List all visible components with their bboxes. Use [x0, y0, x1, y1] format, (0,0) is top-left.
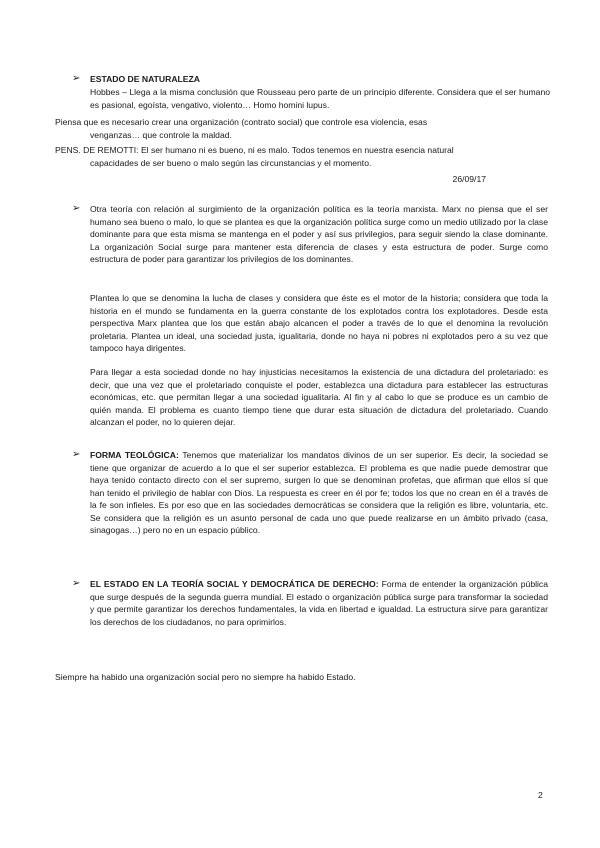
bullet-arrow-icon: ➢ — [72, 578, 81, 589]
note-remotti-line1: PENS. DE REMOTTI: El ser humano ni es bueno, ni es malo. Todos tenemos en nuestra esencia natural — [55, 145, 454, 155]
section-text-forma-teologica: Tenemos que materializar los mandatos divinos de un ser superior. Es decir, la sociedad se tiene que organizar de acuerdo a lo que el ser superior establezca. El problema es que nadie puede demostrar que haya tenido contacto directo con el ser supremo, surgen lo que se denominan profetas, que afirman que ellos sí que han tenido el privilegio de hablar con Dios. La respuesta es creer en él por fe; todos los que no crean en él a través de la fe son infieles. Es por eso que en las sociedades democráticas se considera que la religión es libre, voluntaria, etc. Se considera que la religión es un asunto personal de cada uno que puede realizarse en un ámbito privado (casa, sinagogas…) pero no en un espacio público. — [90, 450, 548, 535]
note-contrato-social-line2: venganzas… que controle la maldad. — [90, 130, 232, 140]
note-contrato-social-line1: Piensa que es necesario crear una organización (contrato social) que controle esa violencia, esas — [55, 117, 428, 127]
bullet-arrow-icon: ➢ — [72, 203, 81, 214]
section-text-marxista-p1: Otra teoría con relación al surgimiento de la organización política es la teoría marxista. Marx no piensa que el ser humano sea bueno o malo, lo que se plantea es que la organización política surge como un medio utilizado por la clase dominante para que esta misma se mantenga en el poder y así sus privilegios, para seguir siendo la clase dominante. La organización Social surge para mantener esta diferencia de clases y esta estructura de poder. Surge como estructura de poder para garantizar los privilegios de los dominantes. — [90, 204, 548, 264]
page-number: 2 — [538, 790, 543, 800]
section-text-estado-social: Forma de entender la organización pública que surge después de la segunda guerra mundial. El estado o organización pública surge para transformar la sociedad y que permite garantizar los derechos fundamentales, la vida en libertad e igualdad. La estructura sirve para garantizar los derechos de los ciudadanos, no para oprimirlos. — [90, 579, 548, 627]
bullet-arrow-icon: ➢ — [72, 449, 81, 460]
section-heading-estado-naturaleza: ESTADO DE NATURALEZA — [90, 74, 200, 84]
note-remotti-line2: capacidades de ser bueno o malo según las circunstancias y el momento. — [90, 158, 372, 168]
section-text-marxista-p3: Para llegar a esta sociedad donde no hay injusticias necesitamos la existencia de una dictadura del proletariado: es decir, que una vez que el proletariado conquiste el poder, establezca una dictadura para establecer las estructuras económicas, etc. que permitan llegar a una sociedad igualitaria. Al fin y al cabo lo que se produce es un cambio de quién manda. El problema es cuanto tiempo tiene que durar esta situación de dictadura del proletariado. Cuando alcanzan el poder, no lo quieren dejar. — [90, 367, 548, 427]
section-heading-forma-teologica: FORMA TEOLÓGICA: — [90, 450, 179, 460]
section-text-marxista-p2: Plantea lo que se denomina la lucha de clases y considera que éste es el motor de la historia; considera que toda la historia en el mundo se fundamenta en la guerra constante de los explotados contra los explotadores. Desde esta perspectiva Marx plantea que los que están abajo alcancen el poder a través de lo que el denomina la revolución proletaria. Plantea un ideal, una sociedad justa, igualitaria, donde no haya ni pobres ni explotados pero a su vez que tampoco haya dirigentes. — [90, 293, 548, 353]
section-estado-social — [90, 578, 548, 628]
section-text-estado-naturaleza: Hobbes – Llega a la misma conclusión que Rousseau pero parte de un principio diferente. Considera que el ser humano es pasional, egoísta, vengativo, violento… Homo homini lupus. — [90, 87, 550, 110]
section-forma-teologica — [90, 449, 548, 537]
bullet-arrow-icon: ➢ — [72, 73, 81, 84]
closing-statement: Siempre ha habido una organización social pero no siempre ha habido Estado. — [55, 672, 356, 682]
date-label: 26/09/17 — [452, 174, 486, 184]
section-heading-estado-social: EL ESTADO EN LA TEORÍA SOCIAL Y DEMOCRÁTICA DE DERECHO: — [90, 579, 379, 589]
